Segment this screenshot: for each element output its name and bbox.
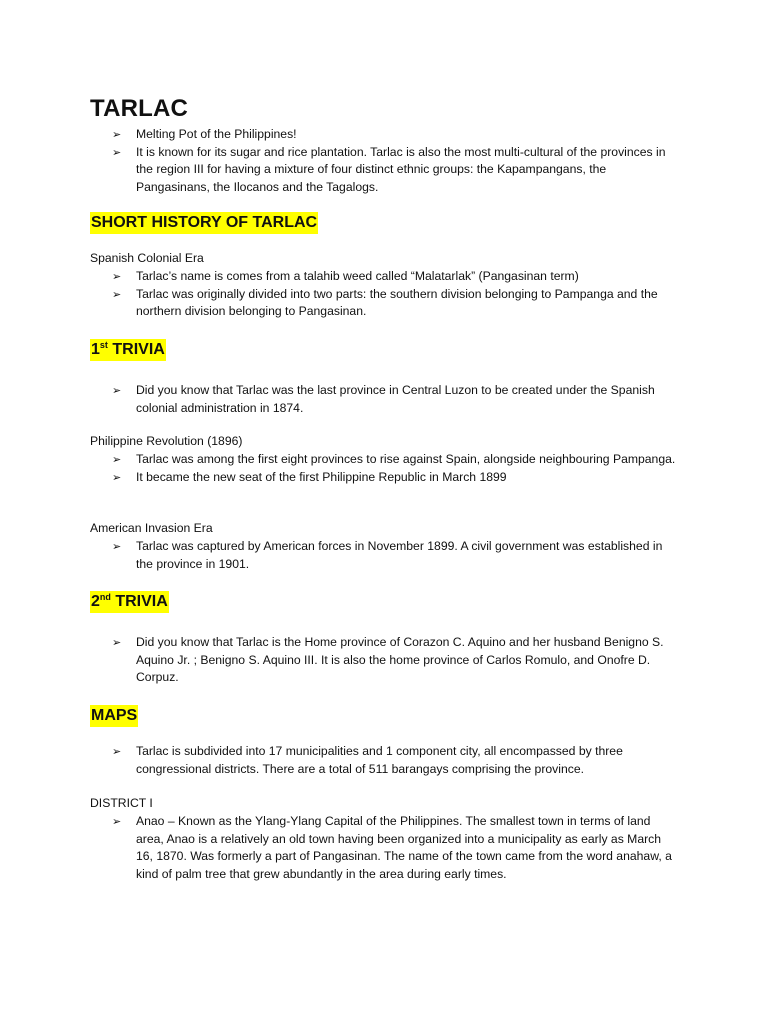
- subheading-revolution: Philippine Revolution (1896): [90, 434, 243, 448]
- trivia-1-list: [0, 382, 768, 417]
- page-title: TARLAC: [90, 95, 189, 122]
- section-heading-history: SHORT HISTORY OF TARLAC: [90, 212, 318, 234]
- spanish-era-list: [0, 268, 768, 321]
- list-item: ➢ Tarlac’s name is comes from a talahib weed called “Malatarlak” (Pangasinan term): [0, 268, 681, 286]
- list-item: ➢ Tarlac is subdivided into 17 municipalities and 1 component city, all encompassed by three congressional districts. There are a total of 511 barangays comprising the province.: [112, 744, 623, 776]
- list-item: ➢ It is known for its sugar and rice plantation. Tarlac is also the most multi-cultural of the provinces in the region III for having a mixture of four distinct ethnic groups: the Kapampangans, the Pangasinans, the Ilocanos and the Tagalogs.: [112, 144, 666, 194]
- arrowhead-bullet-icon: ➢: [112, 128, 122, 141]
- list-item: ➢ Tarlac was originally divided into two parts: the southern division belonging to Pampanga and the northern division belonging to Pangasinan.: [112, 286, 658, 318]
- american-era-list: [0, 538, 768, 573]
- section-heading-trivia-1: 1st TRIVIA: [90, 339, 166, 361]
- list-item: ➢ Melting Pot of the Philippines!: [0, 126, 681, 144]
- arrowhead-bullet-icon: ➢: [112, 287, 122, 301]
- district-1-list: [0, 813, 768, 883]
- arrowhead-bullet-icon: ➢: [112, 384, 122, 397]
- list-item: ➢ Tarlac was among the first eight provinces to rise against Spain, alongside neighbouring Pampanga.: [0, 451, 681, 469]
- arrowhead-bullet-icon: ➢: [112, 745, 122, 758]
- arrowhead-bullet-icon: ➢: [112, 145, 122, 159]
- arrowhead-bullet-icon: ➢: [112, 453, 122, 466]
- arrowhead-bullet-icon: ➢: [112, 636, 122, 649]
- arrowhead-bullet-icon: ➢: [112, 540, 122, 553]
- list-item: ➢ It became the new seat of the first Philippine Republic in March 1899: [0, 469, 681, 487]
- subheading-district-1: DISTRICT I: [90, 796, 153, 810]
- subheading-spanish-era: Spanish Colonial Era: [90, 251, 204, 265]
- intro-list: [0, 126, 768, 196]
- section-heading-trivia-2: 2nd TRIVIA: [90, 591, 169, 613]
- arrowhead-bullet-icon: ➢: [112, 815, 122, 828]
- subheading-american-era: American Invasion Era: [90, 521, 213, 535]
- arrowhead-bullet-icon: ➢: [112, 270, 122, 283]
- arrowhead-bullet-icon: ➢: [112, 470, 122, 484]
- list-item: ➢ Anao – Known as the Ylang-Ylang Capital of the Philippines. The smallest town in terms of land area, Anao is a relatively an old town having been organized into a municipality as early as March 16, 1870. Was formerly a part of Pangasinan. The name of the town came from the word anahaw, a kind of palm tree that grew abundantly in the area during early times.: [112, 814, 672, 881]
- maps-list: [0, 743, 768, 778]
- list-item: ➢ Did you know that Tarlac is the Home province of Corazon C. Aquino and her husband Benigno S. Aquino Jr. ; Benigno S. Aquino III. It is also the home province of Carlos Romulo, and Onofre D. Corpuz.: [112, 635, 664, 684]
- list-item: ➢ Did you know that Tarlac was the last province in Central Luzon to be created under the Spanish colonial administration in 1874.: [112, 383, 655, 415]
- list-item: ➢ Tarlac was captured by American forces in November 1899. A civil government was established in the province in 1901.: [112, 539, 663, 571]
- section-heading-maps: MAPS: [90, 705, 138, 727]
- trivia-2-list: [0, 634, 768, 687]
- revolution-list: [0, 451, 768, 486]
